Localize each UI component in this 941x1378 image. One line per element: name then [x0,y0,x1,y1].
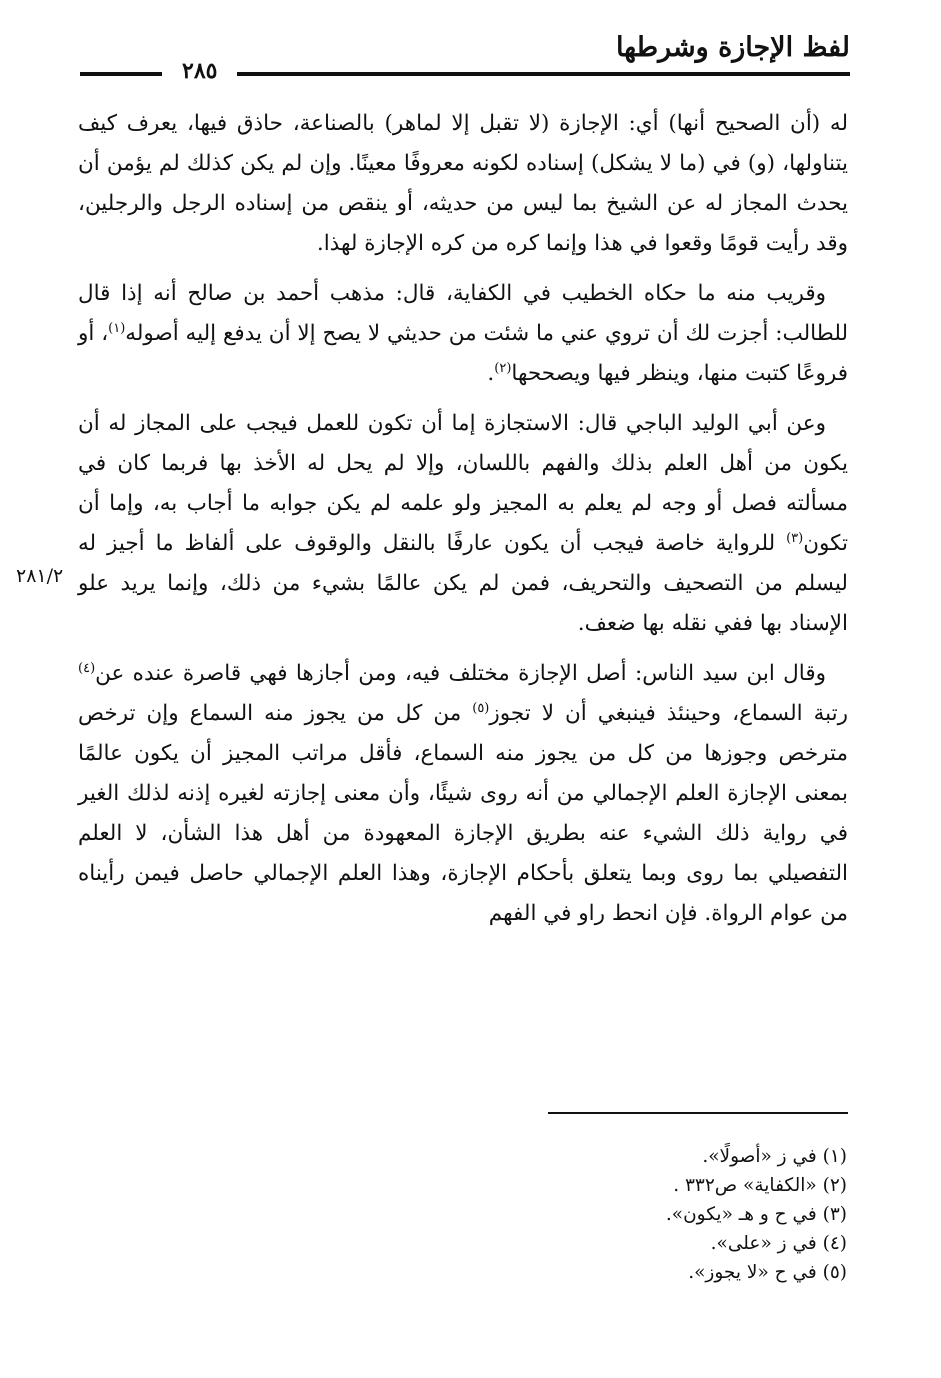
footnote-marker: (٢) [494,360,512,376]
running-title: لفظ الإجازة وشرطها [615,32,850,63]
footnote-marker: (٥) [472,700,490,716]
main-text [78,104,848,934]
footnote: (٥) في ح «لا يجوز». [688,1262,847,1283]
paragraph: وقال ابن سيد الناس: أصل الإجازة مختلف فيه، ومن أجازها فهي قاصرة عنده عن$^{(٤)}$ رتبة السماع، وحينئذ فينبغي أن لا تجوز$^{(٥)}$ من كل من يجوز منه السماع وإن ترخص مترخص وجوزها من كل من يجوز منه السماع، فأقل مراتب المجيز أن يكون عالمًا بمعنى الإجازة العلم الإجمالي من أنه روى شيئًا، وأن معنى إجازته لغيره إذنه لذلك الغير في رواية ذلك الشيء عنه بطريق الإجازة المعهودة من أهل هذا الشأن، لا العلم التفصيلي بما روى وبما يتعلق بأحكام الإجازة، وهذا العلم الإجمالي حاصل فيمن رأيناه من عوام الرواة. فإن انحط راو في الفهم [78,660,848,926]
footnote: (٤) في ز «على». [710,1233,847,1254]
paragraph: وقريب منه ما حكاه الخطيب في الكفاية، قال: مذهب أحمد بن صالح أنه إذا قال للطالب: أجزت لك أن تروي عني ما شئت من حديثي لا يصح إلا أن يدفع إليه أصوله$^{(١)}$، أو فروعًا كتبت منها، وينظر فيها ويصححها$^{(٢)}$. [78,281,848,386]
margin-reference: ٢٨١/٢ [16,565,64,587]
footnote-marker: (٤) [78,660,96,676]
footnote: (١) في ز «أصولًا». [702,1146,847,1167]
footnote-marker: (٣) [786,530,804,546]
footnote-marker: (١) [108,320,126,336]
paragraph: وعن أبي الوليد الباجي قال: الاستجازة إما أن تكون للعمل فيجب على المجاز له أن يكون من أهل العلم بذلك والفهم باللسان، وإلا لم يحل له الأخذ بها فربما كان في مسألته فصل أو وجه لم يعلم به المجيز ولو علمه لم يكن جوابه ما أجاب به، وإما أن تكون$^{(٣)}$ للرواية خاصة فيجب أن يكون عارفًا بالنقل والوقوف على ألفاظ ما أجيز له ليسلم من التصحيف والتحريف، فمن لم يكن عالمًا بشيء من ذلك، وإنما يريد علو الإسناد بها ففي نقله بها ضعف. [78,411,848,636]
footnote: (٣) في ح و هـ «يكون». [665,1204,847,1225]
paragraph: له (أن الصحيح أنها) أي: الإجازة (لا تقبل إلا لماهر) بالصناعة، حاذق فيها، يعرف كيف يتناولها، (و) في (ما لا يشكل) إسناده لكونه معروفًا معينًا. وإن لم يكن كذلك لم يؤمن أن يحدث المجاز له عن الشيخ بما ليس من حديثه، أو ينقص من إسناده الرجل والرجلين، وقد رأيت قومًا وقعوا في هذا وإنما كره من كره الإجازة لهذا. [78,111,848,256]
running-header [80,32,850,82]
footnote-separator [548,1112,848,1114]
footnotes [447,1142,847,1287]
footnote: (٢) «الكفاية» ص٣٣٢ . [673,1175,847,1196]
page-number: ٢٨٥ [162,56,237,86]
